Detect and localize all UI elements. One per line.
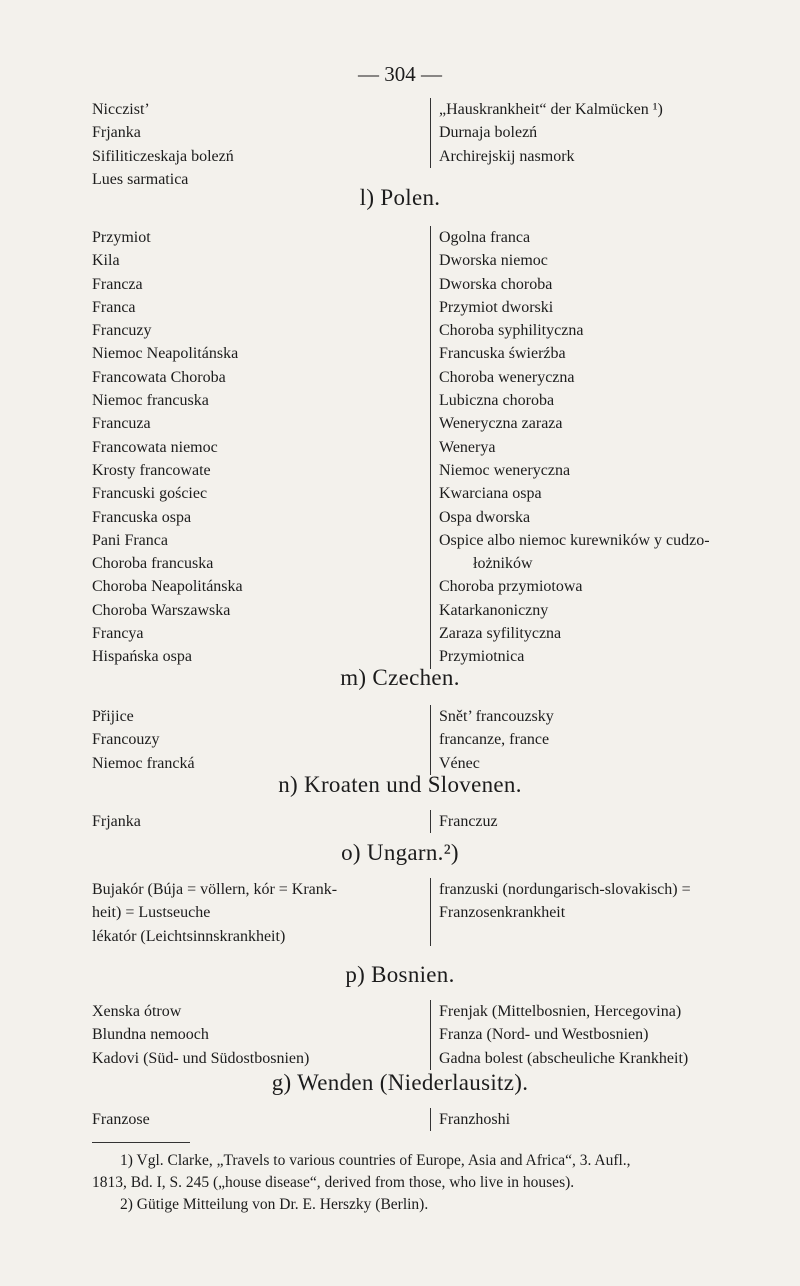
polen-right-entry: Kwarciana ospa	[439, 485, 542, 503]
polen-right-entry: Lubiczna choroba	[439, 392, 555, 410]
ungarn-left-column	[92, 878, 414, 948]
bosnien-right-entry: Gadna bolest (abscheuliche Krankheit)	[439, 1049, 689, 1067]
section-heading-czechen: m) Czechen.	[340, 665, 460, 690]
bosnien-right-column	[430, 1000, 688, 1070]
section-heading-kroaten: n) Kroaten und Slovenen.	[278, 772, 522, 797]
intro-right-entry: Archirejskij nasmork	[439, 147, 575, 165]
polen-right-entry: Dworska choroba	[439, 275, 553, 293]
footnote-2: 2) Gütige Mitteilung von Dr. E. Herszky (Berlin).	[120, 1196, 429, 1213]
polen-right-entry: Przymiotnica	[439, 648, 525, 666]
ungarn-right-column	[430, 878, 691, 946]
czechen-right-column	[430, 705, 554, 775]
polen-right-entry: Ospice albo niemoc kurewników y cudzo-	[439, 531, 710, 549]
ungarn-right-entry: Franzosenkrankheit	[439, 904, 566, 922]
polen-right-column	[430, 226, 710, 669]
bosnien-right-entry: Franza (Nord- und Westbosnien)	[439, 1026, 649, 1044]
intro-right-column	[430, 98, 663, 168]
polen-right-entry: Dworska niemoc	[439, 252, 548, 270]
kroaten-right-column	[430, 810, 498, 833]
section-heading-bosnien: p) Bosnien.	[345, 962, 455, 987]
intro-left-entry: Sifiliticzeskaja bolezń	[92, 147, 234, 165]
ungarn-left-entry: Bujakór (Búja = völlern, kór = Krank-	[92, 881, 338, 898]
polen-right-entry-continuation: łożników	[473, 555, 533, 573]
polen-left-column	[92, 226, 243, 669]
bosnien-left-entry: Xenska ótrow	[92, 1003, 182, 1020]
section-heading-ungarn: o) Ungarn.²)	[341, 840, 459, 865]
ungarn-right-entry: franzuski (nordungarisch-slovakisch) =	[439, 881, 691, 898]
bosnien-left-entry: Blundna nemooch	[92, 1026, 209, 1044]
polen-right-entry: Ospa dworska	[439, 508, 531, 526]
kroaten-right-entry: Franczuz	[439, 813, 498, 830]
polen-right-entry: Ogolna franca	[439, 229, 531, 246]
kroaten-left-entry: Frjanka	[92, 813, 141, 830]
polen-right-entry: Choroba syphilityczna	[439, 322, 584, 340]
polen-left-entry: Francowata niemoc	[92, 438, 218, 456]
polen-left-entry: Niemoc Neapolitánska	[92, 345, 239, 363]
czechen-left-entry: Niemoc francká	[92, 754, 195, 772]
czechen-left-column	[92, 705, 195, 775]
ungarn-left-entry: lékatór (Leichtsinnskrankheit)	[92, 927, 286, 945]
intro-left-entry: Frjanka	[92, 124, 141, 142]
polen-left-entry: Francya	[92, 625, 144, 643]
bosnien-left-entry: Kadovi (Süd- und Südostbosnien)	[92, 1049, 310, 1067]
ungarn-left-entry: heit) = Lustseuche	[92, 904, 211, 922]
polen-right-entry: Choroba weneryczna	[439, 368, 575, 386]
czechen-right-entry: Vénec	[439, 754, 480, 772]
polen-right-entry: Weneryczna zaraza	[439, 415, 563, 433]
footnote-1-continuation: 1813, Bd. I, S. 245 („house disease“, derived from those, who live in houses).	[92, 1174, 575, 1191]
polen-left-entry: Francuski gościec	[92, 485, 208, 503]
polen-right-entry: Zaraza syfilityczna	[439, 625, 562, 643]
footnote-1: 1) Vgl. Clarke, „Travels to various countries of Europe, Asia and Africa“, 3. Aufl.,	[120, 1152, 631, 1169]
section-heading-polen: l) Polen.	[359, 185, 441, 210]
polen-right-entry: Niemoc weneryczna	[439, 461, 571, 479]
polen-left-entry: Choroba Warszawska	[92, 601, 231, 619]
czechen-right-entry: francanze, france	[439, 731, 550, 749]
polen-right-entry: Wenerya	[439, 438, 496, 456]
bosnien-right-entry: Frenjak (Mittelbosnien, Hercegovina)	[439, 1003, 682, 1020]
intro-right-entry: Durnaja bolezń	[439, 124, 538, 142]
polen-right-entry: Przymiot dworski	[439, 298, 554, 316]
footnote-rule	[92, 1142, 190, 1143]
intro-left-entry: Lues sarmatica	[92, 170, 189, 188]
polen-left-entry: Francza	[92, 275, 143, 293]
polen-right-entry: Katarkanoniczny	[439, 601, 549, 619]
polen-right-entry: Choroba przymiotowa	[439, 578, 583, 596]
wenden-right-entry: Franzhoshi	[439, 1111, 511, 1128]
intro-right-entry: „Hauskrankheit“ der Kalmücken ¹)	[439, 101, 663, 118]
polen-left-entry: Przymiot	[92, 229, 151, 246]
polen-left-entry: Francuska ospa	[92, 508, 192, 526]
polen-left-entry: Krosty francowate	[92, 461, 211, 479]
section-heading-wenden: g) Wenden (Niederlausitz).	[271, 1070, 529, 1095]
bosnien-left-column	[92, 1000, 309, 1070]
polen-left-entry: Hispańska ospa	[92, 648, 192, 666]
polen-left-entry: Choroba Neapolitánska	[92, 578, 243, 596]
footnotes	[92, 1150, 732, 1216]
polen-left-entry: Francowata Choroba	[92, 368, 226, 386]
wenden-right-column	[430, 1108, 510, 1131]
polen-left-entry: Francuza	[92, 415, 151, 433]
polen-right-entry: Francuska świerźba	[439, 345, 566, 363]
polen-left-entry: Choroba francuska	[92, 555, 214, 573]
page-number: — 304 —	[358, 62, 442, 86]
intro-left-column	[92, 98, 234, 191]
intro-left-entry: Nicczist’	[92, 101, 150, 118]
czechen-right-entry: Snět’ francouzsky	[439, 708, 554, 725]
wenden-left-column	[92, 1108, 150, 1131]
polen-left-entry: Kila	[92, 252, 120, 270]
polen-left-entry: Niemoc francuska	[92, 392, 209, 410]
polen-left-entry: Franca	[92, 298, 136, 316]
czechen-left-entry: Francouzy	[92, 731, 160, 749]
czechen-left-entry: Přijice	[92, 708, 134, 725]
wenden-left-entry: Franzose	[92, 1111, 150, 1128]
polen-left-entry: Pani Franca	[92, 531, 168, 549]
polen-left-entry: Francuzy	[92, 322, 152, 340]
kroaten-left-column	[92, 810, 141, 833]
